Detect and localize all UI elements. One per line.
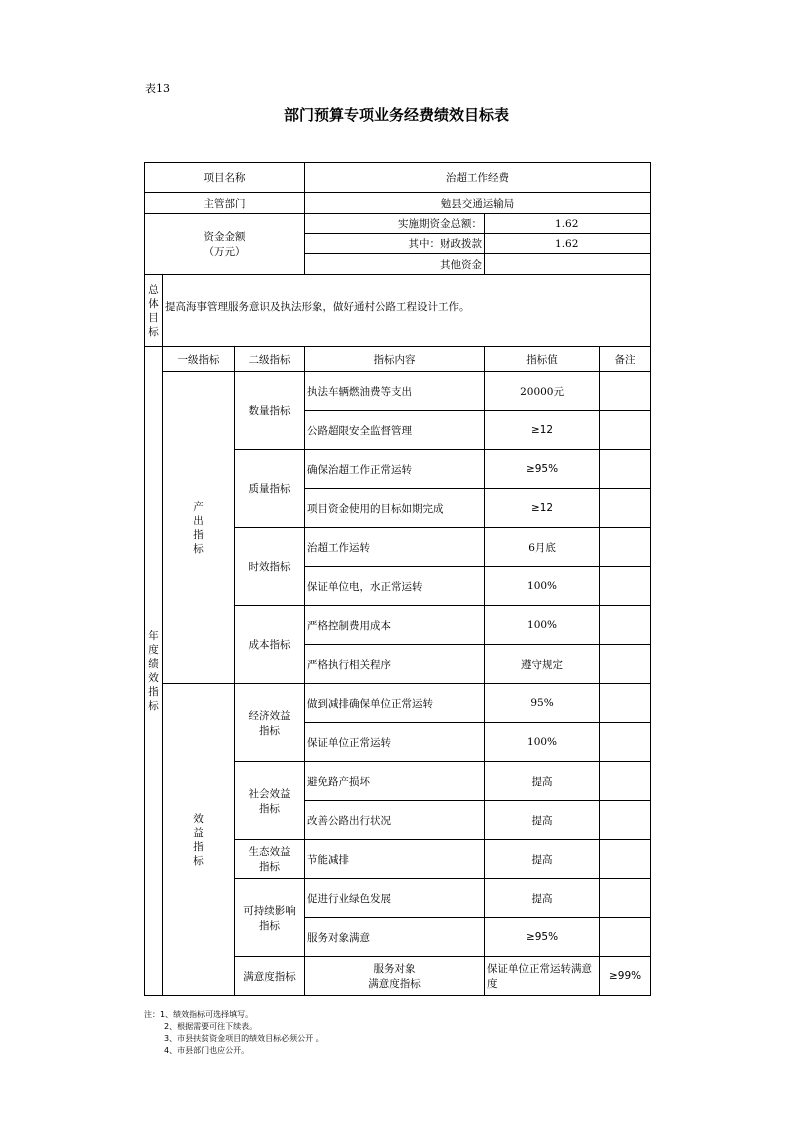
indicator-remark [600, 840, 651, 879]
indicator-remark [600, 918, 651, 957]
indicator-remark [600, 801, 651, 840]
footnote: 4、市县部门也应公开。 [164, 1046, 250, 1055]
header-value: 指标值 [485, 347, 600, 372]
indicator-content: 改善公路出行状况 [305, 801, 485, 840]
table-row [145, 372, 651, 411]
indicator-value: ≥99% [600, 957, 651, 996]
indicator-content: 确保治超工作正常运转 [305, 450, 485, 489]
indicator-content: 促进行业绿色发展 [305, 879, 485, 918]
indicator-value: ≥95% [485, 918, 600, 957]
indicator-content: 保证单位电，水正常运转 [305, 567, 485, 606]
project-name-label: 项目名称 [145, 163, 305, 193]
indicator-remark [600, 606, 651, 645]
overall-label-char: 目 [148, 311, 159, 324]
indicator-content: 严格控制费用成本 [305, 606, 485, 645]
funds-other-label: 其他资金 [305, 254, 485, 275]
department-value: 勉县交通运输局 [305, 193, 651, 214]
indicator-content: 避免路产损坏 [305, 762, 485, 801]
indicator-value: 提高 [485, 879, 600, 918]
indicator-value: 100% [485, 606, 600, 645]
header-content: 指标内容 [305, 347, 485, 372]
overall-goal-row [145, 275, 651, 347]
indicator-value: 提高 [485, 840, 600, 879]
indicator-content: 做到减排确保单位正常运转 [305, 684, 485, 723]
funds-label-line1: 资金金额 [203, 231, 246, 243]
footnotes [144, 1009, 324, 1057]
social-label-line1: 社会效益 [248, 787, 291, 800]
indicator-content: 严格执行相关程序 [305, 645, 485, 684]
annual-label-char: 度 [148, 644, 159, 656]
page-title: 部门预算专项业务经费绩效目标表 [283, 106, 509, 124]
indicator-content: 节能减排 [305, 840, 485, 879]
indicator-value: 提高 [485, 762, 600, 801]
footnote: 注：1、绩效指标可选择填写。 [144, 1010, 254, 1019]
indicator-remark [600, 645, 651, 684]
indicator-content: 保证单位正常运转 [305, 723, 485, 762]
satisfaction-label-line2: 满意度指标 [368, 978, 421, 990]
annual-indicator-label [145, 347, 163, 996]
indicator-value: ≥12 [485, 411, 600, 450]
table-number: 表13 [145, 82, 170, 95]
output-label-char: 产 [193, 500, 204, 513]
benefit-label-char: 益 [193, 826, 204, 839]
overall-label-char: 标 [148, 325, 159, 338]
funds-fiscal-value: 1.62 [485, 234, 651, 254]
indicator-content: 项目资金使用的目标如期完成 [305, 489, 485, 528]
timeliness-indicator-label: 时效指标 [235, 528, 305, 606]
overall-goal-label [145, 275, 163, 347]
ecological-indicator-label [235, 840, 305, 879]
indicator-value: 95% [485, 684, 600, 723]
indicator-content: 执法车辆燃油费等支出 [305, 372, 485, 411]
indicator-remark [600, 762, 651, 801]
indicator-remark [600, 489, 651, 528]
annual-label-char: 标 [148, 700, 159, 712]
output-label-char: 指 [193, 528, 204, 541]
indicator-value: 20000元 [485, 372, 600, 411]
benefit-label-char: 指 [193, 840, 204, 853]
ecological-label-line2: 指标 [259, 861, 281, 873]
indicator-value: ≥95% [485, 450, 600, 489]
funds-total-value: 1.62 [485, 214, 651, 234]
indicator-remark [600, 879, 651, 918]
indicator-remark [600, 723, 651, 762]
indicator-value: 提高 [485, 801, 600, 840]
sustainable-indicator-label [235, 879, 305, 957]
funds-label-line2: （万元） [203, 246, 246, 258]
funds-fiscal-label: 其中：财政拨款 [305, 234, 485, 254]
funds-other-value [485, 254, 651, 275]
output-label-char: 标 [193, 542, 204, 555]
indicator-remark [600, 372, 651, 411]
indicator-content: 保证单位正常运转满意度 [485, 957, 600, 996]
table-row [145, 684, 651, 723]
project-name-value: 治超工作经费 [305, 163, 651, 193]
performance-table [144, 162, 651, 996]
header-level1: 一级指标 [163, 347, 235, 372]
header-level2: 二级指标 [235, 347, 305, 372]
funds-total-row [145, 214, 651, 234]
indicator-remark [600, 528, 651, 567]
benefit-label-char: 效 [193, 812, 204, 825]
indicator-value: 遵守规定 [485, 645, 600, 684]
indicator-value: ≥12 [485, 489, 600, 528]
department-label: 主管部门 [145, 193, 305, 214]
economic-label-line2: 指标 [259, 724, 281, 737]
funds-label [145, 214, 305, 275]
overall-goal-text: 提高海事管理服务意识及执法形象，做好通村公路工程设计工作。 [163, 275, 651, 347]
sustainable-label-line2: 指标 [259, 919, 281, 932]
indicator-value: 100% [485, 723, 600, 762]
service-satisfaction-label [305, 957, 485, 996]
output-indicator-label [163, 372, 235, 684]
cost-indicator-label: 成本指标 [235, 606, 305, 684]
output-label-char: 出 [193, 514, 204, 527]
footnote: 3、市县扶贫资金项目的绩效目标必须公开 。 [164, 1034, 324, 1043]
header-row [145, 347, 651, 372]
social-indicator-label [235, 762, 305, 840]
overall-label-char: 体 [148, 297, 159, 310]
funds-total-label: 实施期资金总额： [305, 214, 485, 234]
satisfaction-indicator-label: 满意度指标 [235, 957, 305, 996]
benefit-label-char: 标 [193, 854, 204, 867]
social-label-line2: 指标 [259, 802, 281, 815]
ecological-label-line1: 生态效益 [248, 846, 291, 858]
annual-label-char: 绩 [148, 658, 159, 670]
economic-indicator-label [235, 684, 305, 762]
annual-label-char: 指 [148, 686, 159, 698]
indicator-value: 6月底 [485, 528, 600, 567]
header-remark: 备注 [600, 347, 651, 372]
indicator-remark [600, 450, 651, 489]
benefit-indicator-label [163, 684, 235, 996]
quantity-indicator-label: 数量指标 [235, 372, 305, 450]
satisfaction-label-line1: 服务对象 [373, 963, 416, 975]
department-row [145, 193, 651, 214]
project-name-row [145, 163, 651, 193]
economic-label-line1: 经济效益 [248, 709, 291, 722]
indicator-content: 服务对象满意 [305, 918, 485, 957]
footnote: 2、根据需要可往下续表。 [164, 1022, 258, 1031]
indicator-remark [600, 684, 651, 723]
indicator-value: 100% [485, 567, 600, 606]
indicator-content: 公路超限安全监督管理 [305, 411, 485, 450]
overall-label-char: 总 [148, 283, 159, 296]
indicator-remark [600, 411, 651, 450]
annual-label-char: 效 [148, 672, 159, 684]
sustainable-label-line1: 可持续影响 [243, 904, 296, 917]
indicator-remark [600, 567, 651, 606]
quality-indicator-label: 质量指标 [235, 450, 305, 528]
indicator-content: 治超工作运转 [305, 528, 485, 567]
annual-label-char: 年 [148, 630, 159, 642]
